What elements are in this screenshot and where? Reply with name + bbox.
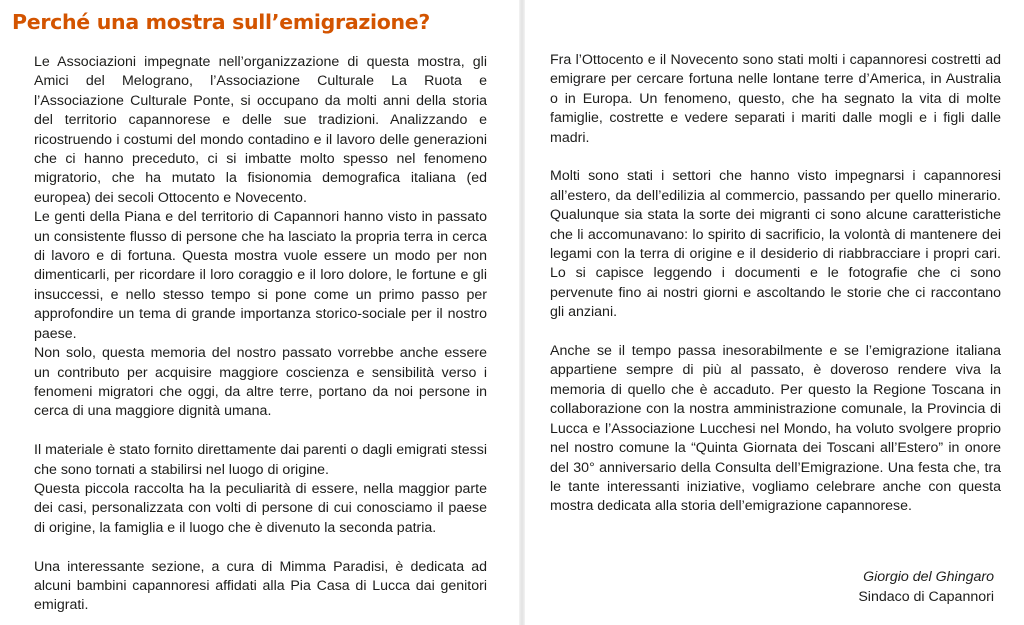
page-fold bbox=[519, 0, 525, 625]
paragraph-section: Una interessante sezione, a cura di Mimma Paradisi, è dedicata ad alcuni bambini capannoresi affidati alla Pia Casa di Lucca dai genitori emigrati. bbox=[34, 558, 487, 614]
paragraph-piana: Le genti della Piana e del territorio di Capannori hanno visto in passato un consistente flusso di persone che ha lasciato la propria terra in cerca di lavoro e di fortuna. Questa mostra vuole essere un modo per non dimenticarli, per ricordare il loro coraggio e il loro dolore, le fortune e gli insuccessi, e nello stesso tempo si pone come un primo passo per approfondire un tema di grande importanza storico-sociale per il nostro paese. bbox=[34, 209, 487, 342]
right-column bbox=[550, 51, 1001, 517]
signature-block bbox=[858, 567, 994, 607]
paragraph-ottocento: Fra l’Ottocento e il Novecento sono stati molti i capannoresi costretti ad emigrare per cercare fortuna nelle lontane terre d’America, in Australia o in Europa. Un fenomeno, questo, che ha segnato la vita di molte famiglie, costrette e vedere separati i mariti dalle mogli e i figli dalle madri. bbox=[550, 52, 1001, 146]
left-column bbox=[34, 53, 487, 616]
paragraph-associations: Le Associazioni impegnate nell’organizzazione di questa mostra, gli Amici del Melograno, l’Associazione Culturale La Ruota e l’Associazione Culturale Ponte, si occupano da molti anni della storia del territorio capannorese e delle sue tradizioni. Analizzando e ricostruendo i costumi del mondo contadino e il lavoro delle generazioni che ci hanno preceduto, ci si imbatte molto spesso nel fenomeno migratorio, che ha mutato la fisionomia demografica italiana (ed europea) dei secoli Ottocento e Novecento. bbox=[34, 54, 487, 206]
paragraph-collection: Questa piccola raccolta ha la peculiarità di essere, nella maggior parte dei casi, personalizzata con volti di persone di cui conosciamo il paese di origine, la famiglia e il luogo che è divenuto la seconda patria. bbox=[34, 480, 487, 536]
signature-name: Giorgio del Ghingaro bbox=[863, 569, 994, 585]
paragraph-tempo: Anche se il tempo passa inesorabilmente e se l’emigrazione italiana appartiene sempre di più al passato, è doveroso rendere viva la memoria di quello che è accaduto. Per questo la Regione Toscana in collaborazione con la nostra amministrazione comunale, la Provincia di Lucca e l’Associazione Lucchesi nel Mondo, ha voluto svolgere proprio nel nostro comune la “Quinta Giornata dei Toscani all’Estero” in onore del 30° anniversario della Consulta dell’Emigrazione. Una festa che, tra le tante interessanti iniziative, vogliamo celebrare anche con questa mostra dedicata alla storia dell’emigrazione capannorese. bbox=[550, 343, 1001, 515]
page-title: Perché una mostra sull’emigrazione? bbox=[12, 10, 430, 34]
paragraph-settori: Molti sono stati i settori che hanno visto impegnarsi i capannoresi all’estero, da dell’edilizia al commercio, passando per quello minerario. Qualunque sia stata la sorte dei migranti ci sono alcune caratteristiche che li accomunavano: lo spirito di sacrificio, la volontà di mantenere dei legami con la terra di origine e il desiderio di riabbracciare i propri cari. Lo si capisce leggendo i documenti e le fotografie che ci sono pervenute fino ai nostri giorni e ascoltando le storie che ci raccontano gli anziani. bbox=[550, 168, 1001, 321]
paragraph-material: Il materiale è stato fornito direttamente dai parenti o dagli emigrati stessi che sono tornati a stabilirsi nel luogo di origine. bbox=[34, 442, 487, 478]
signature-role: Sindaco di Capannori bbox=[858, 589, 994, 605]
paragraph-memory: Non solo, questa memoria del nostro passato vorrebbe anche essere un contributo per acquisire maggiore coscienza e sensibilità verso i fenomeni migratori che oggi, da altre terre, portano da noi persone in cerca di una maggiore dignità umana. bbox=[34, 345, 487, 420]
